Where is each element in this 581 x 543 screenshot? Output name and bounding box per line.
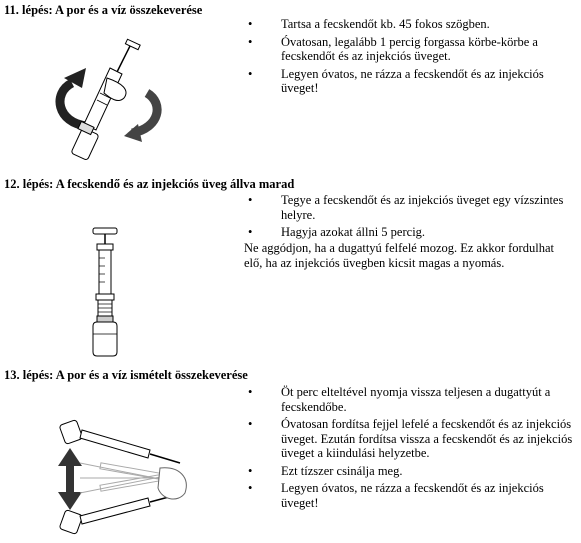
bullet-dot: •	[248, 66, 253, 81]
step-11-title: 11. lépés: A por és a víz összekeverése	[4, 3, 203, 17]
bullet-dot: •	[248, 463, 253, 478]
bullet-dot: •	[248, 225, 253, 239]
bullet-dot: •	[248, 34, 253, 49]
step-13-bullets	[244, 385, 579, 513]
bullet-dot: •	[248, 417, 253, 431]
list-item: • Legyen óvatos, ne rázza a fecskendőt és az injekciós üveget!	[248, 66, 544, 95]
step-11-bullets	[244, 17, 579, 99]
list-item: • Ezt tízszer csinálja meg.	[248, 463, 403, 478]
list-item: • Óvatosan fordítsa fejjel lefelé a fecskendőt és az injekciós üveget. Ezután fordítsa vissza a fecskendőt és az injekciós üveget a kiindulási helyzetbe.	[248, 417, 573, 460]
step-12-bullets	[244, 193, 579, 240]
syringe-rotate-illustration	[52, 38, 167, 163]
list-item: • Tartsa a fecskendőt kb. 45 fokos szögben.	[248, 17, 490, 31]
syringe-invert-illustration	[40, 408, 190, 538]
bullet-dot: •	[248, 481, 253, 495]
bullet-dot: •	[248, 17, 253, 31]
step-12-title: 12. lépés: A fecskendő és az injekciós üveg állva marad	[4, 177, 295, 191]
list-item: • Öt perc elteltével nyomja vissza teljesen a dugattyút a fecskendőbe.	[248, 385, 551, 414]
step-12-note: Ne aggódjon, ha a dugattyú felfelé mozog. Ez akkor fordulhat elő, ha az injekciós üvegben kicsit magas a nyomás.	[244, 241, 554, 270]
bullet-dot: •	[248, 385, 253, 399]
list-item: • Óvatosan, legalább 1 percig forgassa körbe-körbe a fecskendőt és az injekciós üveget.	[248, 34, 538, 63]
bullet-dot: •	[248, 193, 253, 207]
syringe-upright-illustration	[85, 226, 125, 358]
list-item: • Hagyja azokat állni 5 percig.	[248, 225, 426, 239]
list-item: • Legyen óvatos, ne rázza a fecskendőt és az injekciós üveget!	[248, 481, 544, 510]
list-item: • Tegye a fecskendőt és az injekciós üveget egy vízszintes helyre.	[248, 193, 564, 222]
step-13-title: 13. lépés: A por és a víz ismételt összekeverése	[4, 368, 248, 382]
